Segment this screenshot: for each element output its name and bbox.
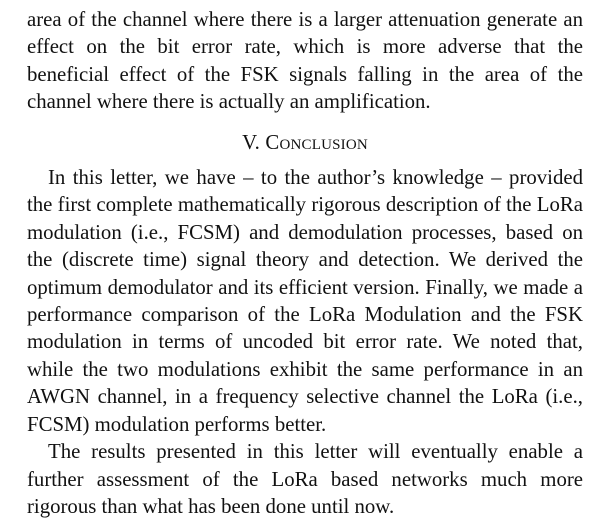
body-paragraph-continuation: area of the channel where there is a larger attenuation generate an effect on the bit error rate, which is more adverse that the beneficial effect of the FSK signals falling in the area of the channel where there is actually an amplification.: [27, 8, 583, 114]
conclusion-paragraph-1: In this letter, we have – to the author’s knowledge – provided the first complete mathematically rigorous description of the LoRa modulation (i.e., FCSM) and demodulation processes, based on the (discrete time) signal theory and detection. We derived the optimum demodulator and its efficient version. Finally, we made a performance comparison of the LoRa Modulation and the FSK modulation in terms of uncoded bit error rate. We noted that, while the two modulations exhibit the same performance in an AWGN channel, in a frequency selective channel the LoRa (i.e., FCSM) modulation performs better.: [27, 166, 583, 436]
section-heading-conclusion: V. Conclusion: [242, 130, 368, 154]
paper-page: [27, 6, 583, 520]
conclusion-paragraph-2: The results presented in this letter will eventually enable a further assessment of the LoRa based networks much more rigorous than what has been done until now.: [27, 440, 583, 518]
